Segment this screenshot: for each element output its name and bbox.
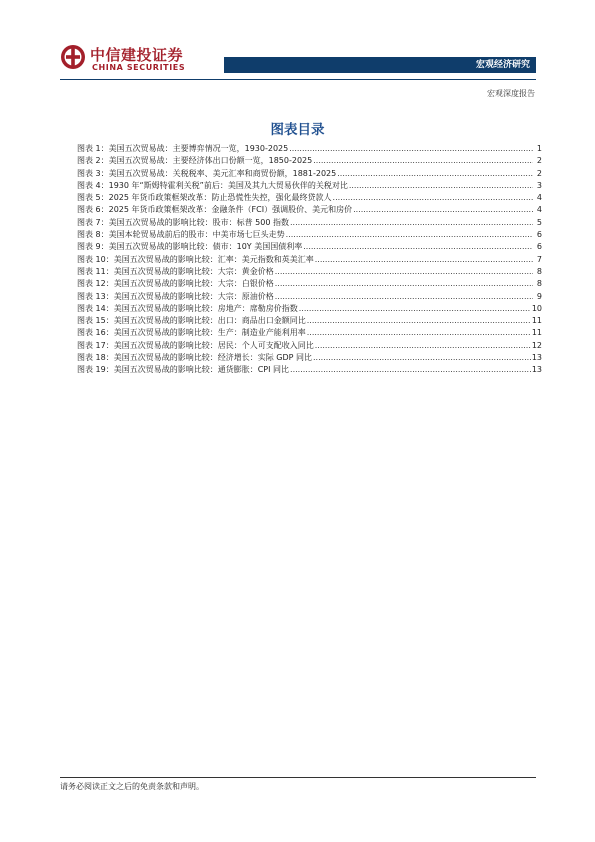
toc-entry-label: 图表 1：美国五次贸易战：主要博弈情况一览，1930-2025 xyxy=(77,144,289,153)
toc-leader-dots xyxy=(353,204,533,216)
toc-leader-dots xyxy=(290,217,533,229)
toc-entry-page: 2 xyxy=(536,156,542,166)
toc-leader-dots xyxy=(290,364,531,376)
page-header xyxy=(0,0,595,98)
toc-entry-page: 13 xyxy=(531,365,542,375)
toc-entry-label: 图表 12：美国五次贸易战的影响比较：大宗：白银价格 xyxy=(77,279,274,289)
toc-entry-page: 11 xyxy=(531,316,542,326)
toc-entry-label: 图表 6：2025 年货币政策框架改革：金融条件（FCI）强调股价、美元和房价 xyxy=(77,205,353,215)
toc-entry[interactable] xyxy=(77,327,542,339)
toc-entry[interactable] xyxy=(77,192,542,204)
toc-entry-label: 图表 8：美国本轮贸易战前后的股市：中美市场七巨头走势 xyxy=(77,230,285,240)
toc-leader-dots xyxy=(313,352,531,364)
toc-leader-dots xyxy=(349,180,533,192)
toc-entry[interactable] xyxy=(77,155,542,167)
toc-entry-page: 10 xyxy=(531,303,542,313)
toc-entry-page: 8 xyxy=(536,266,542,276)
toc-entry[interactable] xyxy=(77,204,542,216)
toc-leader-dots xyxy=(307,327,531,339)
china-securities-logo-icon xyxy=(60,44,86,70)
logo-chinese-name: 中信建投证券 xyxy=(90,46,184,64)
toc-entry-page: 7 xyxy=(536,254,542,264)
toc-entry[interactable] xyxy=(77,303,542,315)
toc-entry[interactable] xyxy=(77,291,542,303)
toc-leader-dots xyxy=(313,155,533,167)
toc-entry[interactable] xyxy=(77,278,542,290)
toc-entry-label: 图表 10：美国五次贸易战的影响比较：汇率：美元指数和英美汇率 xyxy=(77,254,314,264)
toc-entry-label: 图表 9：美国五次贸易战的影响比较：债市：10Y 美国国债利率 xyxy=(77,242,303,252)
toc-entry-label: 图表 3：美国五次贸易战：关税税率、美元汇率和商贸份额，1881-2025 xyxy=(77,168,337,178)
toc-entry[interactable] xyxy=(77,180,542,192)
toc-leader-dots xyxy=(275,291,533,303)
toc-leader-dots xyxy=(337,168,533,180)
toc-leader-dots xyxy=(275,278,533,290)
toc-leader-dots xyxy=(275,266,533,278)
toc-entry-label: 图表 7：美国五次贸易战的影响比较：股市：标普 500 指数 xyxy=(77,217,289,227)
toc-entry-page: 12 xyxy=(531,340,542,350)
toc-entry-label: 图表 17：美国五次贸易战的影响比较：居民：个人可支配收入同比 xyxy=(77,340,314,350)
report-type-label: 宏观深度报告 xyxy=(487,89,535,98)
toc-entry[interactable] xyxy=(77,217,542,229)
toc-leader-dots xyxy=(286,229,533,241)
toc-leader-dots xyxy=(333,192,533,204)
toc-entry-page: 2 xyxy=(536,168,542,178)
toc-entry-page: 4 xyxy=(536,193,542,203)
toc-entry-label: 图表 18：美国五次贸易战的影响比较：经济增长：实际 GDP 同比 xyxy=(77,353,312,363)
toc-entry-label: 图表 14：美国五次贸易战的影响比较：房地产：席勒房价指数 xyxy=(77,303,298,313)
section-bar: 宏观经济研究 xyxy=(224,57,536,73)
toc-entry[interactable] xyxy=(77,229,542,241)
toc-entry[interactable] xyxy=(77,266,542,278)
toc-entry-label: 图表 13：美国五次贸易战的影响比较：大宗：原油价格 xyxy=(77,291,274,301)
toc-entry-label: 图表 5：2025 年货币政策框架改革：防止恐慌性失控，强化最终贷款人 xyxy=(77,193,332,203)
toc-entry-page: 8 xyxy=(536,279,542,289)
footer-disclaimer: 请务必阅读正文之后的免责条款和声明。 xyxy=(60,782,204,791)
footer-divider xyxy=(60,777,536,778)
toc-title: 图表目录 xyxy=(270,122,325,138)
toc-entry-page: 13 xyxy=(531,353,542,363)
toc-entry[interactable] xyxy=(77,254,542,266)
toc-entry-page: 11 xyxy=(531,328,542,338)
toc-entry-page: 5 xyxy=(536,217,542,227)
toc-entry-label: 图表 16：美国五次贸易战的影响比较：生产：制造业产能利用率 xyxy=(77,328,306,338)
toc-entry-page: 3 xyxy=(536,180,542,190)
toc-entry-page: 9 xyxy=(536,291,542,301)
toc-entry[interactable] xyxy=(77,315,542,327)
logo-english-name: CHINA SECURITIES xyxy=(92,63,186,72)
toc-entry-label: 图表 2：美国五次贸易战：主要经济体出口份额一览，1850-2025 xyxy=(77,156,313,166)
toc-entry[interactable] xyxy=(77,168,542,180)
toc-entry-page: 6 xyxy=(536,230,542,240)
toc-leader-dots xyxy=(303,241,533,253)
toc-entry[interactable] xyxy=(77,143,542,155)
toc-entry-label: 图表 11：美国五次贸易战的影响比较：大宗：黄金价格 xyxy=(77,266,274,276)
toc-entry[interactable] xyxy=(77,340,542,352)
table-of-figures xyxy=(77,143,542,377)
toc-entry[interactable] xyxy=(77,364,542,376)
toc-leader-dots xyxy=(299,303,531,315)
toc-entry-page: 4 xyxy=(536,205,542,215)
toc-leader-dots xyxy=(307,315,531,327)
toc-leader-dots xyxy=(289,143,533,155)
header-divider xyxy=(60,79,536,80)
toc-entry-label: 图表 19：美国五次贸易战的影响比较：通货膨胀：CPI 同比 xyxy=(77,365,290,375)
toc-entry[interactable] xyxy=(77,352,542,364)
toc-entry[interactable] xyxy=(77,241,542,253)
toc-entry-page: 6 xyxy=(536,242,542,252)
toc-entry-page: 1 xyxy=(536,144,542,153)
toc-leader-dots xyxy=(315,340,531,352)
toc-leader-dots xyxy=(315,254,533,266)
toc-entry-label: 图表 15：美国五次贸易战的影响比较：出口：商品出口金额同比 xyxy=(77,316,306,326)
toc-entry-label: 图表 4：1930 年“斯姆特霍利关税”前后：美国及其九大贸易伙伴的关税对比 xyxy=(77,180,348,190)
